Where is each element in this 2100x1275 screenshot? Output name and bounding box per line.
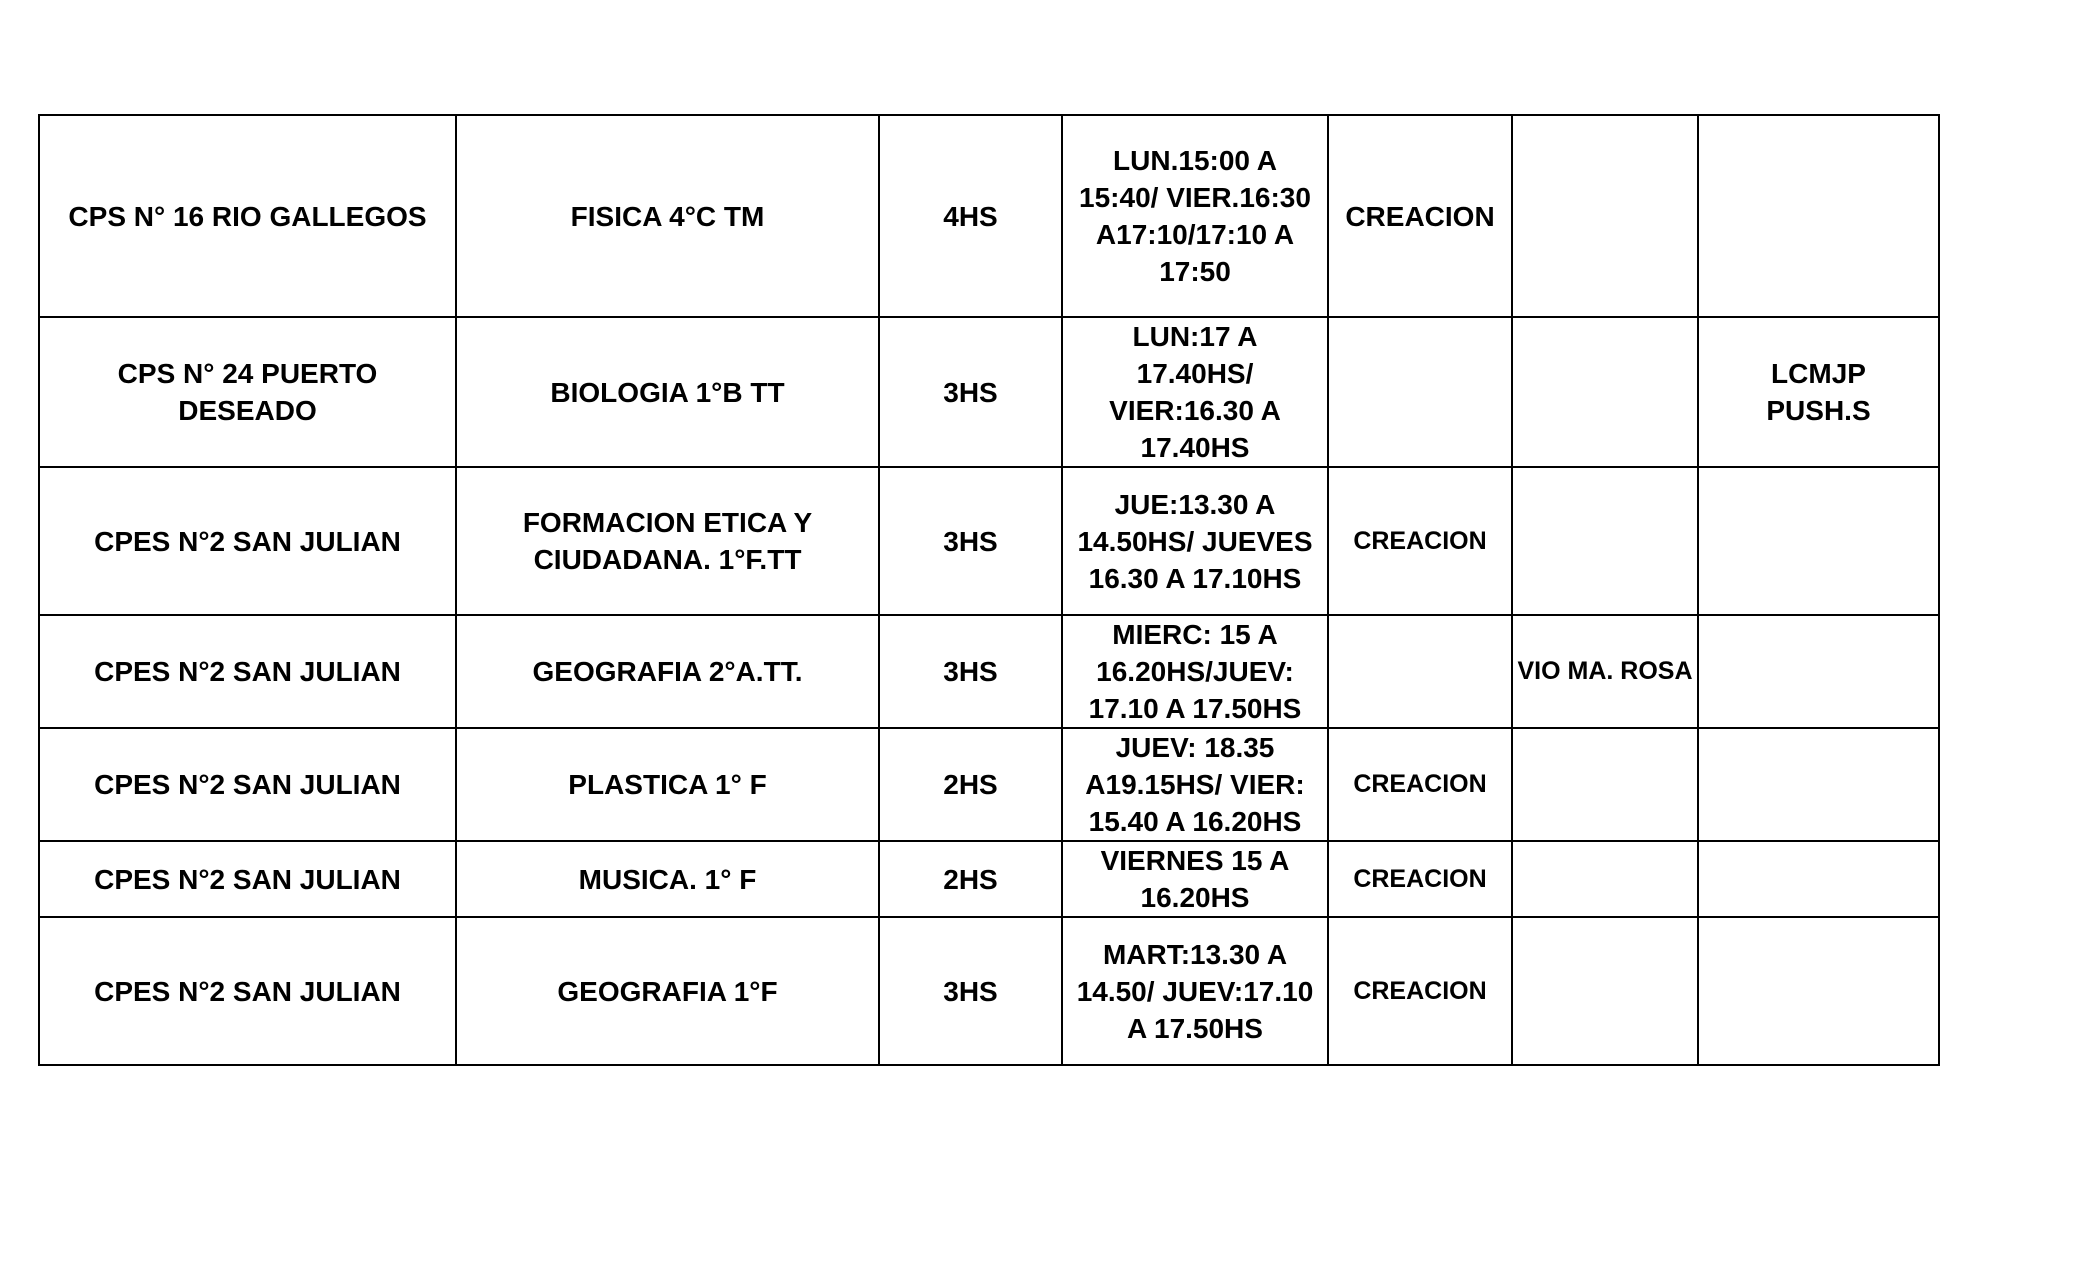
code-cell bbox=[1698, 615, 1939, 728]
subject-cell: GEOGRAFIA 1°F bbox=[456, 917, 879, 1065]
hours-cell: 3HS bbox=[879, 615, 1062, 728]
schedule-cell: LUN.15:00 A 15:40/ VIER.16:30 A17:10/17:10 A 17:50 bbox=[1062, 115, 1328, 317]
schedule-cell: JUEV: 18.35 A19.15HS/ VIER: 15.40 A 16.20HS bbox=[1062, 728, 1328, 841]
code-cell: LCMJP PUSH.S bbox=[1698, 317, 1939, 467]
status-cell: CREACION bbox=[1328, 728, 1512, 841]
notes-cell: VIO MA. ROSA bbox=[1512, 615, 1698, 728]
notes-cell bbox=[1512, 841, 1698, 917]
code-cell bbox=[1698, 115, 1939, 317]
schedule-cell: VIERNES 15 A 16.20HS bbox=[1062, 841, 1328, 917]
table-row bbox=[39, 615, 1939, 728]
notes-cell bbox=[1512, 115, 1698, 317]
status-cell: CREACION bbox=[1328, 917, 1512, 1065]
status-cell: CREACION bbox=[1328, 841, 1512, 917]
hours-cell: 2HS bbox=[879, 728, 1062, 841]
status-cell bbox=[1328, 615, 1512, 728]
code-cell bbox=[1698, 841, 1939, 917]
status-cell bbox=[1328, 317, 1512, 467]
subject-cell: PLASTICA 1° F bbox=[456, 728, 879, 841]
code-cell bbox=[1698, 467, 1939, 615]
subject-cell: GEOGRAFIA 2°A.TT. bbox=[456, 615, 879, 728]
code-cell bbox=[1698, 917, 1939, 1065]
status-cell: CREACION bbox=[1328, 467, 1512, 615]
subject-cell: FORMACION ETICA Y CIUDADANA. 1°F.TT bbox=[456, 467, 879, 615]
schedule-cell: LUN:17 A 17.40HS/ VIER:16.30 A 17.40HS bbox=[1062, 317, 1328, 467]
table-row bbox=[39, 115, 1939, 317]
table-row bbox=[39, 841, 1939, 917]
table-row bbox=[39, 467, 1939, 615]
hours-cell: 3HS bbox=[879, 917, 1062, 1065]
schedule-cell: JUE:13.30 A 14.50HS/ JUEVES 16.30 A 17.10HS bbox=[1062, 467, 1328, 615]
subject-cell: BIOLOGIA 1°B TT bbox=[456, 317, 879, 467]
table-row bbox=[39, 728, 1939, 841]
notes-cell bbox=[1512, 728, 1698, 841]
hours-cell: 3HS bbox=[879, 317, 1062, 467]
subject-cell: FISICA 4°C TM bbox=[456, 115, 879, 317]
school-cell: CPES N°2 SAN JULIAN bbox=[39, 467, 456, 615]
notes-cell bbox=[1512, 467, 1698, 615]
table-row bbox=[39, 317, 1939, 467]
school-cell: CPES N°2 SAN JULIAN bbox=[39, 841, 456, 917]
hours-cell: 2HS bbox=[879, 841, 1062, 917]
school-cell: CPES N°2 SAN JULIAN bbox=[39, 917, 456, 1065]
code-cell bbox=[1698, 728, 1939, 841]
schedule-cell: MART:13.30 A 14.50/ JUEV:17.10 A 17.50HS bbox=[1062, 917, 1328, 1065]
notes-cell bbox=[1512, 317, 1698, 467]
hours-cell: 4HS bbox=[879, 115, 1062, 317]
notes-cell bbox=[1512, 917, 1698, 1065]
school-cell: CPS N° 24 PUERTO DESEADO bbox=[39, 317, 456, 467]
schedule-table bbox=[38, 114, 1940, 1066]
table-row bbox=[39, 917, 1939, 1065]
school-cell: CPS N° 16 RIO GALLEGOS bbox=[39, 115, 456, 317]
status-cell: CREACION bbox=[1328, 115, 1512, 317]
subject-cell: MUSICA. 1° F bbox=[456, 841, 879, 917]
schedule-cell: MIERC: 15 A 16.20HS/JUEV: 17.10 A 17.50HS bbox=[1062, 615, 1328, 728]
school-cell: CPES N°2 SAN JULIAN bbox=[39, 728, 456, 841]
hours-cell: 3HS bbox=[879, 467, 1062, 615]
school-cell: CPES N°2 SAN JULIAN bbox=[39, 615, 456, 728]
